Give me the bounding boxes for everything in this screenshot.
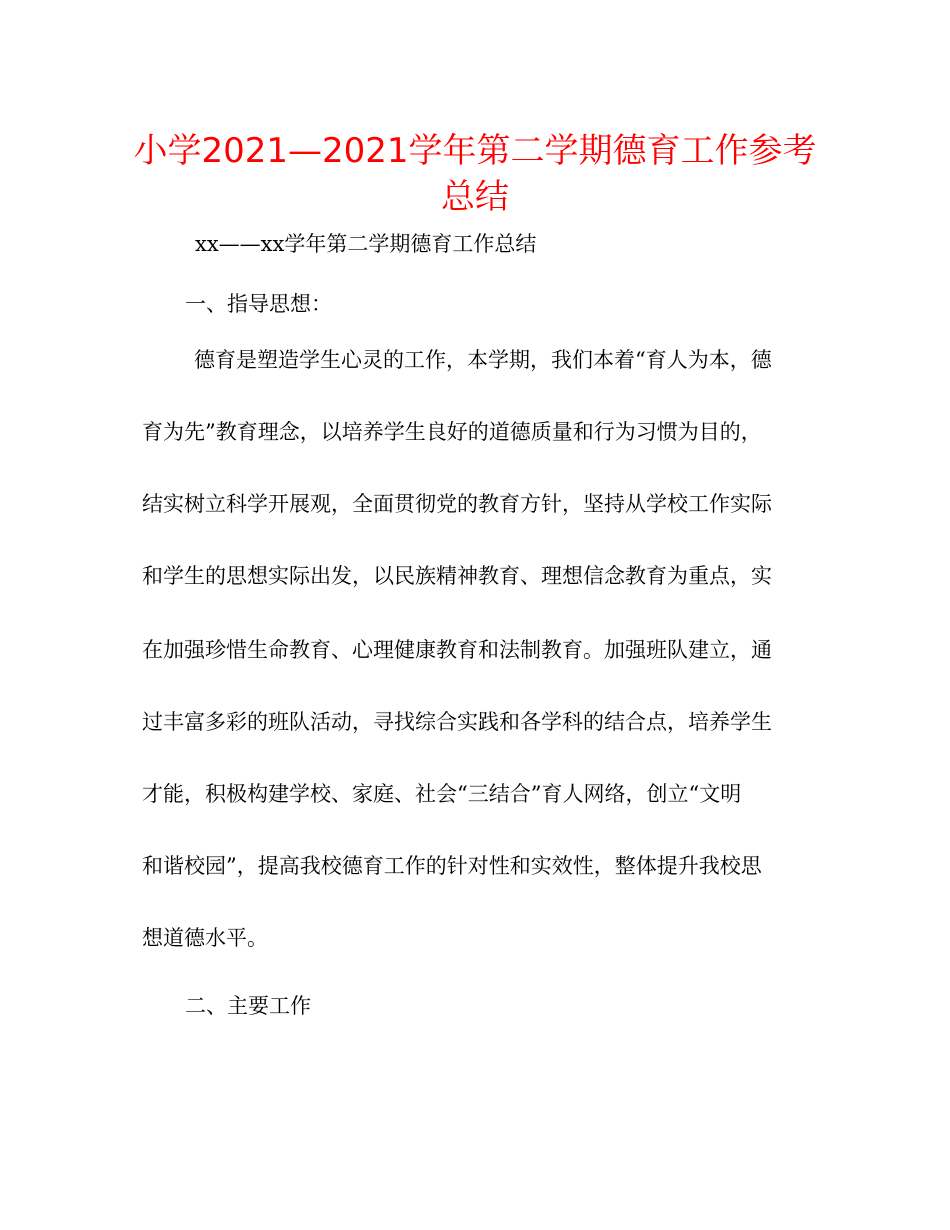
paragraph-line: 结实树立科学开展观，全面贯彻党的教育方针，坚持从学校工作实际 xyxy=(142,492,772,516)
document-title: 小学2021—2021学年第二学期德育工作参考总结 xyxy=(133,131,817,217)
paragraph-line: 和学生的思想实际出发，以民族精神教育、理想信念教育为重点，实 xyxy=(142,564,772,588)
paragraph-line: 德育是塑造学生心灵的工作，本学期，我们本着“育人为本，德 xyxy=(194,348,772,372)
paragraph-line: 才能，积极构建学校、家庭、社会“三结合”育人网络，创立“文明 xyxy=(142,782,742,806)
section-heading-guiding-ideology: 一、指导思想： xyxy=(185,292,332,316)
paragraph-line: 育为先”教育理念，以培养学生良好的道德质量和行为习惯为目的， xyxy=(142,420,762,444)
document-subtitle: xx——xx学年第二学期德育工作总结 xyxy=(195,232,537,256)
paragraph-line: 过丰富多彩的班队活动，寻找综合实践和各学科的结合点，培养学生 xyxy=(142,710,772,734)
paragraph-line: 和谐校园”，提高我校德育工作的针对性和实效性，整体提升我校思 xyxy=(142,854,762,878)
paragraph-line: 想道德水平。 xyxy=(142,926,268,950)
paragraph-line: 在加强珍惜生命教育、心理健康教育和法制教育。加强班队建立，通 xyxy=(142,638,772,662)
section-heading-main-work: 二、主要工作 xyxy=(185,994,311,1018)
